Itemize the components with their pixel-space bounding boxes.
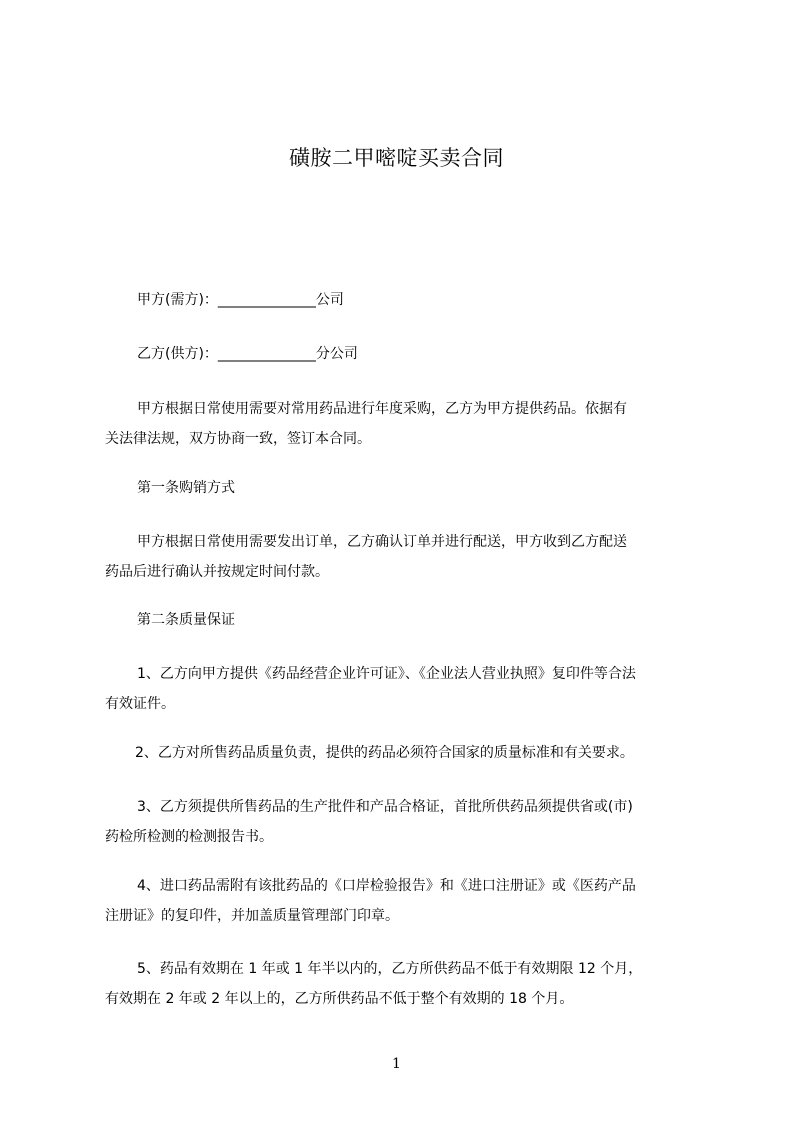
item-4-paragraph (105, 871, 695, 931)
item-5-line-2: 有效期在 2 年或 2 年以上的，乙方所供药品不低于整个有效期的 18 个月。 (105, 991, 574, 1007)
item-2-line-1: 2、乙方对所售药品质量负责，提供的药品必须符合国家的质量标准和有关要求。 (135, 745, 634, 761)
intro-line-2: 关法律法规，双方协商一致，签订本合同。 (105, 431, 371, 447)
article-1-line-1: 甲方根据日常使用需要发出订单，乙方确认订单并进行配送，甲方收到乙方配送 (137, 534, 627, 550)
item-4-line-1: 4、进口药品需附有该批药品的《口岸检验报告》和《进口注册证》或《医药产品 (137, 878, 636, 894)
article-2-heading: 第二条质量保证 (137, 612, 235, 628)
article-1-line-2: 药品后进行确认并按规定时间付款。 (105, 564, 329, 580)
article-1-heading: 第一条购销方式 (137, 480, 235, 496)
item-2-paragraph (105, 738, 695, 768)
item-1-line-1: 1、乙方向甲方提供《药品经营企业许可证》、《企业法人营业执照》复印件等合法 (137, 666, 636, 682)
item-5-line-1: 5、药品有效期在 1 年或 1 年半以内的，乙方所供药品不低于有效期限 12 个月， (137, 961, 643, 977)
item-3-paragraph (105, 792, 695, 852)
item-1-paragraph (105, 659, 695, 719)
party-b-line: 乙方(供方)：______________分公司 (137, 346, 358, 362)
item-3-line-2: 药检所检测的检测报告书。 (105, 829, 273, 845)
article-1-paragraph (105, 527, 695, 587)
item-5-paragraph (105, 954, 695, 1014)
party-a-line: 甲方(需方)：______________公司 (137, 292, 344, 308)
page-number: 1 (392, 1056, 401, 1072)
item-3-line-1: 3、乙方须提供所售药品的生产批件和产品合格证，首批所供药品须提供省或(市) (137, 799, 633, 815)
item-1-line-2: 有效证件。 (105, 696, 175, 712)
item-4-line-2: 注册证》的复印件，并加盖质量管理部门印章。 (105, 908, 399, 924)
intro-paragraph (105, 394, 695, 454)
intro-line-1: 甲方根据日常使用需要对常用药品进行年度采购，乙方为甲方提供药品。依据有 (137, 401, 627, 417)
document-title: 磺胺二甲嘧啶买卖合同 (289, 146, 504, 170)
